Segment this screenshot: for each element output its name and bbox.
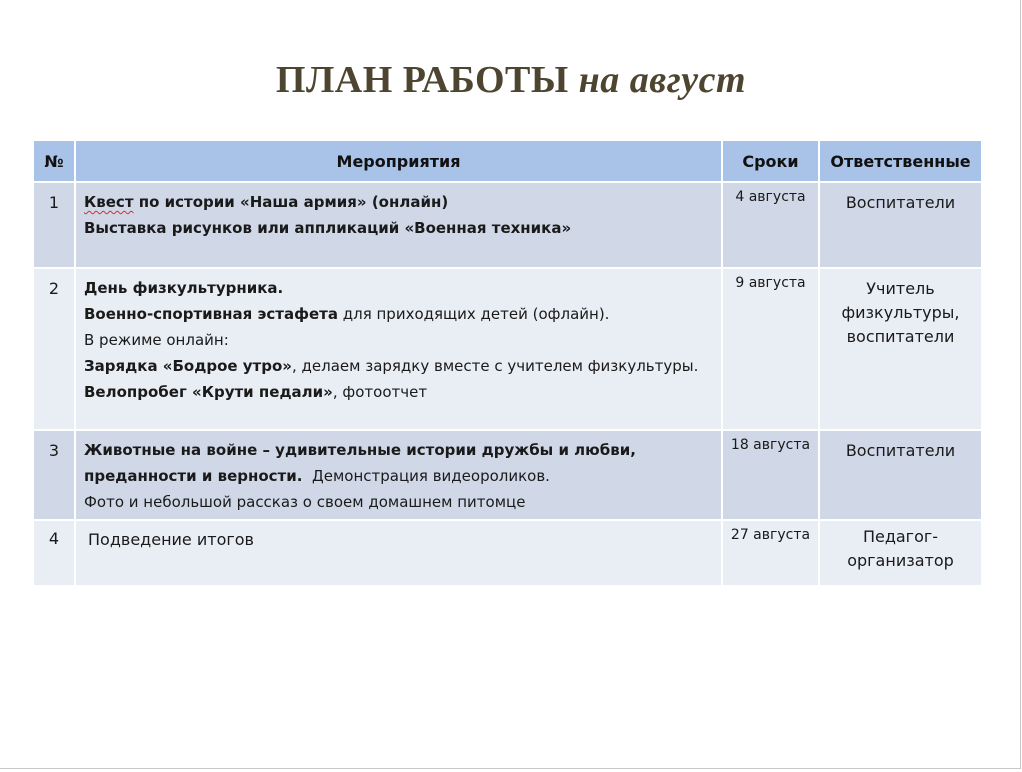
- row-responsible: Воспитатели: [819, 430, 982, 520]
- table-header-row: [34, 141, 982, 182]
- row-responsible: [819, 520, 982, 586]
- row-responsible: [819, 268, 982, 430]
- responsible-line: организатор: [847, 551, 954, 570]
- row-date: 4 августа: [722, 182, 819, 268]
- table-row: [34, 430, 982, 520]
- header-events: Мероприятия: [75, 141, 722, 182]
- row-events: [75, 268, 722, 430]
- event-text: , фотоотчет: [332, 383, 428, 401]
- row-events: [75, 430, 722, 520]
- responsible-line: физкультуры,: [841, 303, 960, 322]
- row-num: 4: [34, 520, 75, 586]
- event-line: [84, 353, 715, 379]
- plan-table: [34, 141, 983, 587]
- event-line: В режиме онлайн:: [84, 331, 229, 349]
- event-text: преданности и верности.: [84, 467, 303, 485]
- table-row: [34, 520, 982, 586]
- title-sub: на август: [578, 59, 747, 101]
- event-line: Животные на войне – удивительные истории дружбы и любви,: [84, 441, 636, 459]
- event-line: [84, 189, 715, 215]
- responsible-line: воспитатели: [846, 327, 955, 346]
- responsible-line: Педагог-: [862, 527, 939, 546]
- event-text: Военно-спортивная эстафета: [84, 305, 338, 323]
- event-line: [84, 463, 715, 489]
- event-text: Велопробег «Крути педали»: [84, 383, 333, 401]
- title-main: ПЛАН РАБОТЫ: [275, 59, 569, 101]
- row-events: [75, 182, 722, 268]
- event-text: Зарядка «Бодрое утро»: [84, 357, 292, 375]
- event-line: [84, 379, 715, 405]
- row-responsible: Воспитатели: [819, 182, 982, 268]
- row-events: [75, 520, 722, 586]
- slide-title: [0, 58, 1022, 102]
- event-line: Выставка рисунков или аппликаций «Военная техника»: [84, 219, 572, 237]
- header-num: №: [34, 141, 75, 182]
- header-dates: Сроки: [722, 141, 819, 182]
- table-row: [34, 182, 982, 268]
- row-date: 18 августа: [722, 430, 819, 520]
- row-num: 3: [34, 430, 75, 520]
- event-line: [84, 301, 715, 327]
- event-line: Фото и небольшой рассказ о своем домашнем питомце: [84, 493, 526, 511]
- event-text: Квест: [84, 193, 134, 211]
- row-num: 1: [34, 182, 75, 268]
- row-date: 27 августа: [722, 520, 819, 586]
- row-num: 2: [34, 268, 75, 430]
- row-date: 9 августа: [722, 268, 819, 430]
- event-line: День физкультурника.: [84, 279, 284, 297]
- table-row: [34, 268, 982, 430]
- event-text: для приходящих детей (офлайн).: [337, 305, 610, 323]
- event-line: Подведение итогов: [88, 530, 254, 549]
- event-text: , делаем зарядку вместе с учителем физкультуры.: [291, 357, 699, 375]
- responsible-line: Учитель: [866, 279, 935, 298]
- event-text: по истории «Наша армия» (онлайн): [133, 193, 449, 211]
- header-responsible: Ответственные: [819, 141, 982, 182]
- event-text: Демонстрация видеороликов.: [302, 467, 550, 485]
